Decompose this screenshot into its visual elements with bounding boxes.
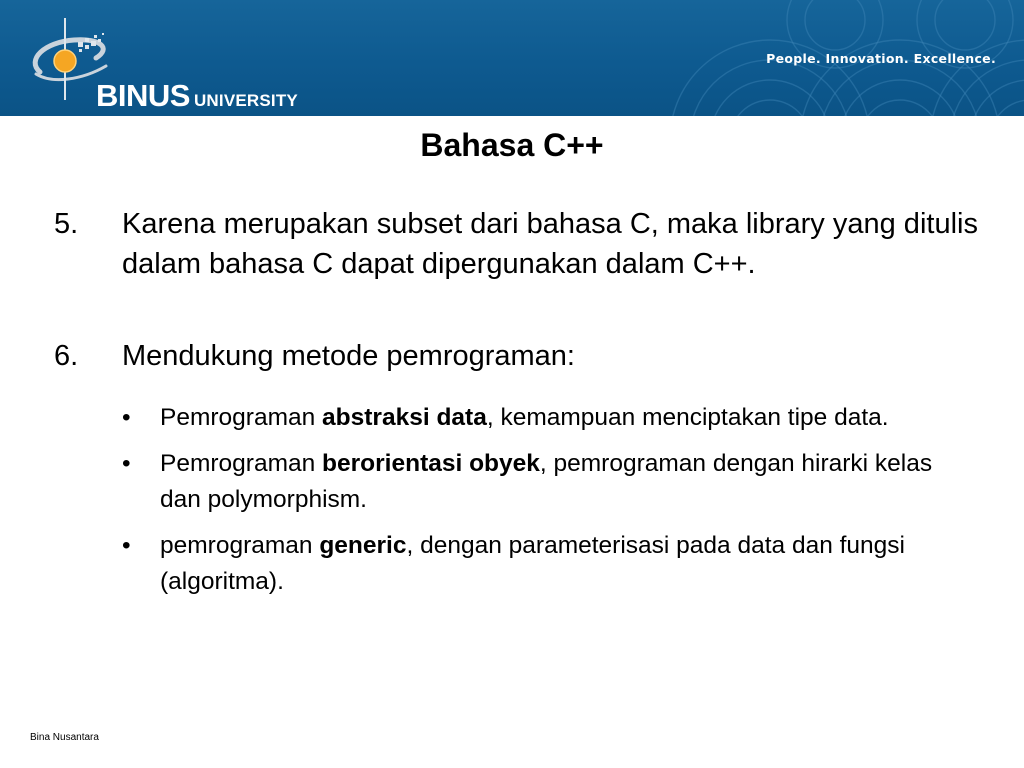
item-number: 6. [54, 340, 79, 372]
bullet-item [118, 400, 978, 436]
item-number: 5. [54, 208, 79, 240]
bullet-suffix: , dengan parameterisasi pada data dan fungsi (algoritma). [160, 532, 906, 595]
bullet-marker: • [122, 404, 131, 431]
bullet-marker: • [122, 532, 131, 559]
binus-logo [22, 14, 322, 113]
bullet-prefix: pemrograman [160, 532, 320, 559]
bullet-suffix: , kemampuan menciptakan tipe data. [486, 404, 889, 431]
slide-title: Bahasa C++ [420, 127, 604, 163]
bullet-item [118, 528, 978, 600]
bullet-bold-term: generic [319, 532, 407, 559]
numbered-item [54, 336, 984, 376]
bullet-item [118, 446, 978, 518]
logo-university-text: UNIVERSITY [193, 91, 298, 110]
bullet-prefix: Pemrograman [160, 404, 323, 431]
numbered-item [54, 204, 984, 284]
item-text: Karena merupakan subset dari bahasa C, maka library yang ditulis dalam bahasa C dapat dipergunakan dalam C++. [122, 208, 978, 280]
header-band [0, 0, 1024, 116]
bullet-prefix: Pemrograman [160, 450, 323, 477]
bullet-bold-term: abstraksi data [322, 404, 487, 431]
item-text: Mendukung metode pemrograman: [122, 340, 575, 372]
bullet-suffix: , pemrograman dengan hirarki kelas dan polymorphism. [160, 450, 933, 513]
bullet-list [118, 400, 978, 610]
tagline: People. Innovation. Excellence. [766, 51, 996, 66]
bullet-marker: • [122, 450, 131, 477]
bullet-bold-term: berorientasi obyek [322, 450, 540, 477]
logo-brand-text: BINUS [96, 78, 190, 113]
footer-text: Bina Nusantara [30, 732, 99, 743]
logo-wordmark [96, 80, 298, 111]
